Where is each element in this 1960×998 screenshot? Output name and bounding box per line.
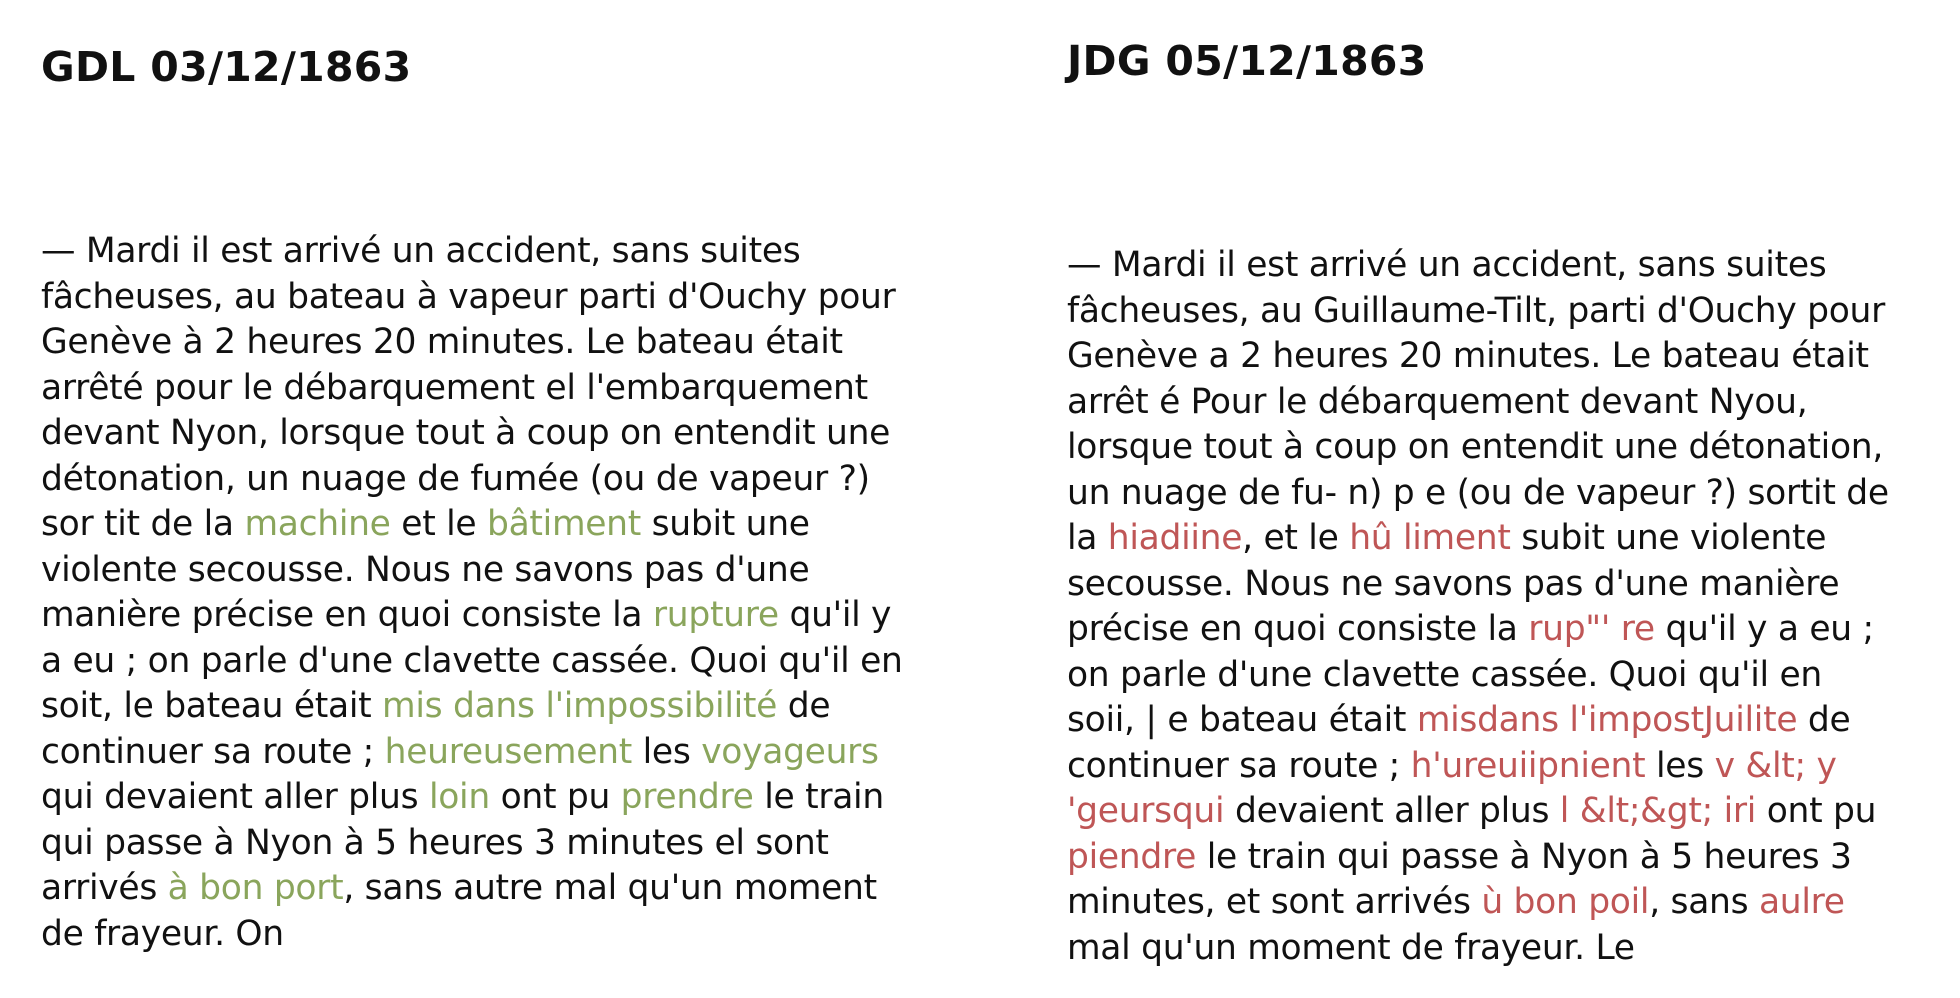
highlighted-word: heureusement [384,731,632,772]
text-segment: arrivés [41,868,168,908]
text-line [1067,653,1947,699]
text-segment: manière précise en quoi consiste la [41,595,653,635]
text-segment: on parle d'une clavette cassée. Quoi qu'il en [1067,654,1822,695]
text-line [1067,289,1947,335]
text-line [41,229,961,275]
text-segment: lorsque tout à coup on entendit une détonation, [1067,427,1883,467]
text-line [1067,880,1947,926]
text-segment: continuer sa route ; [41,731,385,772]
text-segment: violente secousse. Nous ne savons pas d'une [41,549,810,590]
right-article-text [1067,243,1947,971]
text-segment: qui devaient aller plus [41,777,429,817]
text-line [41,548,961,594]
text-segment: qu'il y [778,595,892,635]
text-line [1067,243,1947,289]
highlighted-word: mis dans l'impossibilité [382,686,778,726]
text-line [41,366,961,412]
highlighted-word: l &lt;&gt; iri [1559,791,1757,831]
text-line [1067,516,1947,562]
text-segment: arrêt é Pour le débarquement devant Nyou, [1067,381,1808,422]
text-segment: fâcheuses, au bateau à vapeur parti d'Ouchy pour [41,276,896,317]
text-segment: qu'il y a eu ; [1654,609,1874,649]
text-segment: secousse. Nous ne savons pas d'une manière [1067,563,1840,604]
text-line [41,730,961,776]
text-segment: les [631,731,702,772]
text-segment: les [1645,745,1715,786]
highlighted-word: loin [428,777,490,817]
text-segment: devant Nyon, lorsque tout à coup on entendit une [41,413,891,453]
text-line [41,457,961,503]
highlighted-word: ù bon poil [1481,882,1650,922]
text-segment: Genève à 2 heures 20 minutes. Le bateau était [41,322,843,362]
highlighted-word: hiadiine [1107,518,1243,558]
text-segment: ont pu [489,777,621,817]
text-segment: précise en quoi consiste la [1067,609,1529,649]
highlighted-word: à bon port [167,868,344,908]
text-segment: subit une violente [1510,518,1827,558]
text-segment: devaient aller plus [1224,791,1560,831]
highlighted-word: prendre [620,777,754,817]
highlighted-word: hû liment [1349,518,1511,558]
text-segment: sor tit de la [41,504,245,544]
text-segment: , sans [1649,882,1759,922]
highlighted-word: rupture [652,595,779,635]
text-line [41,275,961,321]
right-heading: JDG 05/12/1863 [1067,37,1427,85]
text-segment: subit une [640,504,810,544]
text-line [1067,562,1947,608]
text-line [41,593,961,639]
text-segment: a eu ; on parle d'une clavette cassée. Quoi qu'il en [41,640,903,681]
text-segment: fâcheuses, au Guillaume-Tilt, parti d'Ouchy pour [1067,290,1885,331]
text-segment: détonation, un nuage de fumée (ou de vapeur ?) [41,458,870,499]
text-segment: ont pu [1756,791,1877,831]
text-line [41,912,961,958]
text-segment: le train [753,777,884,817]
text-line [1067,425,1947,471]
text-line [41,821,961,867]
left-article-text [41,229,961,957]
text-line [1067,698,1947,744]
text-segment: Genève a 2 heures 20 minutes. Le bateau était [1067,336,1869,376]
highlighted-word: aulre [1758,882,1845,922]
text-segment: — Mardi il est arrivé un accident, sans suites [1067,245,1827,285]
text-segment: , et le [1242,518,1350,558]
left-heading: GDL 03/12/1863 [41,43,412,91]
text-segment: de [1797,700,1851,740]
text-segment: soii, | e bateau était [1067,700,1417,740]
text-line [1067,380,1947,426]
text-segment: de frayeur. On [41,913,284,954]
text-segment: continuer sa route ; [1067,745,1411,786]
text-line [41,684,961,730]
text-line [1067,334,1947,380]
text-line [41,411,961,457]
text-segment: le train qui passe à Nyon à 5 heures 3 [1196,836,1852,877]
highlighted-word: voyageurs [701,731,879,772]
text-segment: arrêté pour le débarquement el l'embarquement [41,367,868,408]
text-line [1067,744,1947,790]
text-line [1067,789,1947,835]
text-line [41,639,961,685]
text-segment: un nuage de fu- n) p e (ou de vapeur ?) sortit de [1067,472,1889,513]
text-segment: soit, le bateau était [41,686,383,726]
text-segment: de [777,686,831,726]
text-line [1067,835,1947,881]
highlighted-word: 'geursqui [1067,791,1225,831]
highlighted-word: v &lt; y [1714,745,1837,786]
text-line [1067,471,1947,517]
text-segment: qui passe à Nyon à 5 heures 3 minutes el sont [41,822,829,863]
text-line [41,320,961,366]
text-line [41,866,961,912]
highlighted-word: piendre [1067,836,1197,877]
text-line [1067,607,1947,653]
text-segment: mal qu'un moment de frayeur. Le [1067,927,1635,968]
text-segment: et le [390,504,487,544]
text-segment: la [1067,518,1108,558]
highlighted-word: misdans l'impostJuilite [1416,700,1798,740]
highlighted-word: bâtiment [486,504,641,544]
text-segment: — Mardi il est arrivé un accident, sans suites [41,231,801,271]
text-line [41,775,961,821]
text-line [41,502,961,548]
highlighted-word: machine [244,504,391,544]
text-line [1067,926,1947,972]
text-segment: , sans autre mal qu'un moment [343,868,877,908]
highlighted-word: rup"' re [1528,609,1655,649]
text-segment: minutes, et sont arrivés [1067,882,1482,922]
highlighted-word: h'ureuiipnient [1410,745,1646,786]
